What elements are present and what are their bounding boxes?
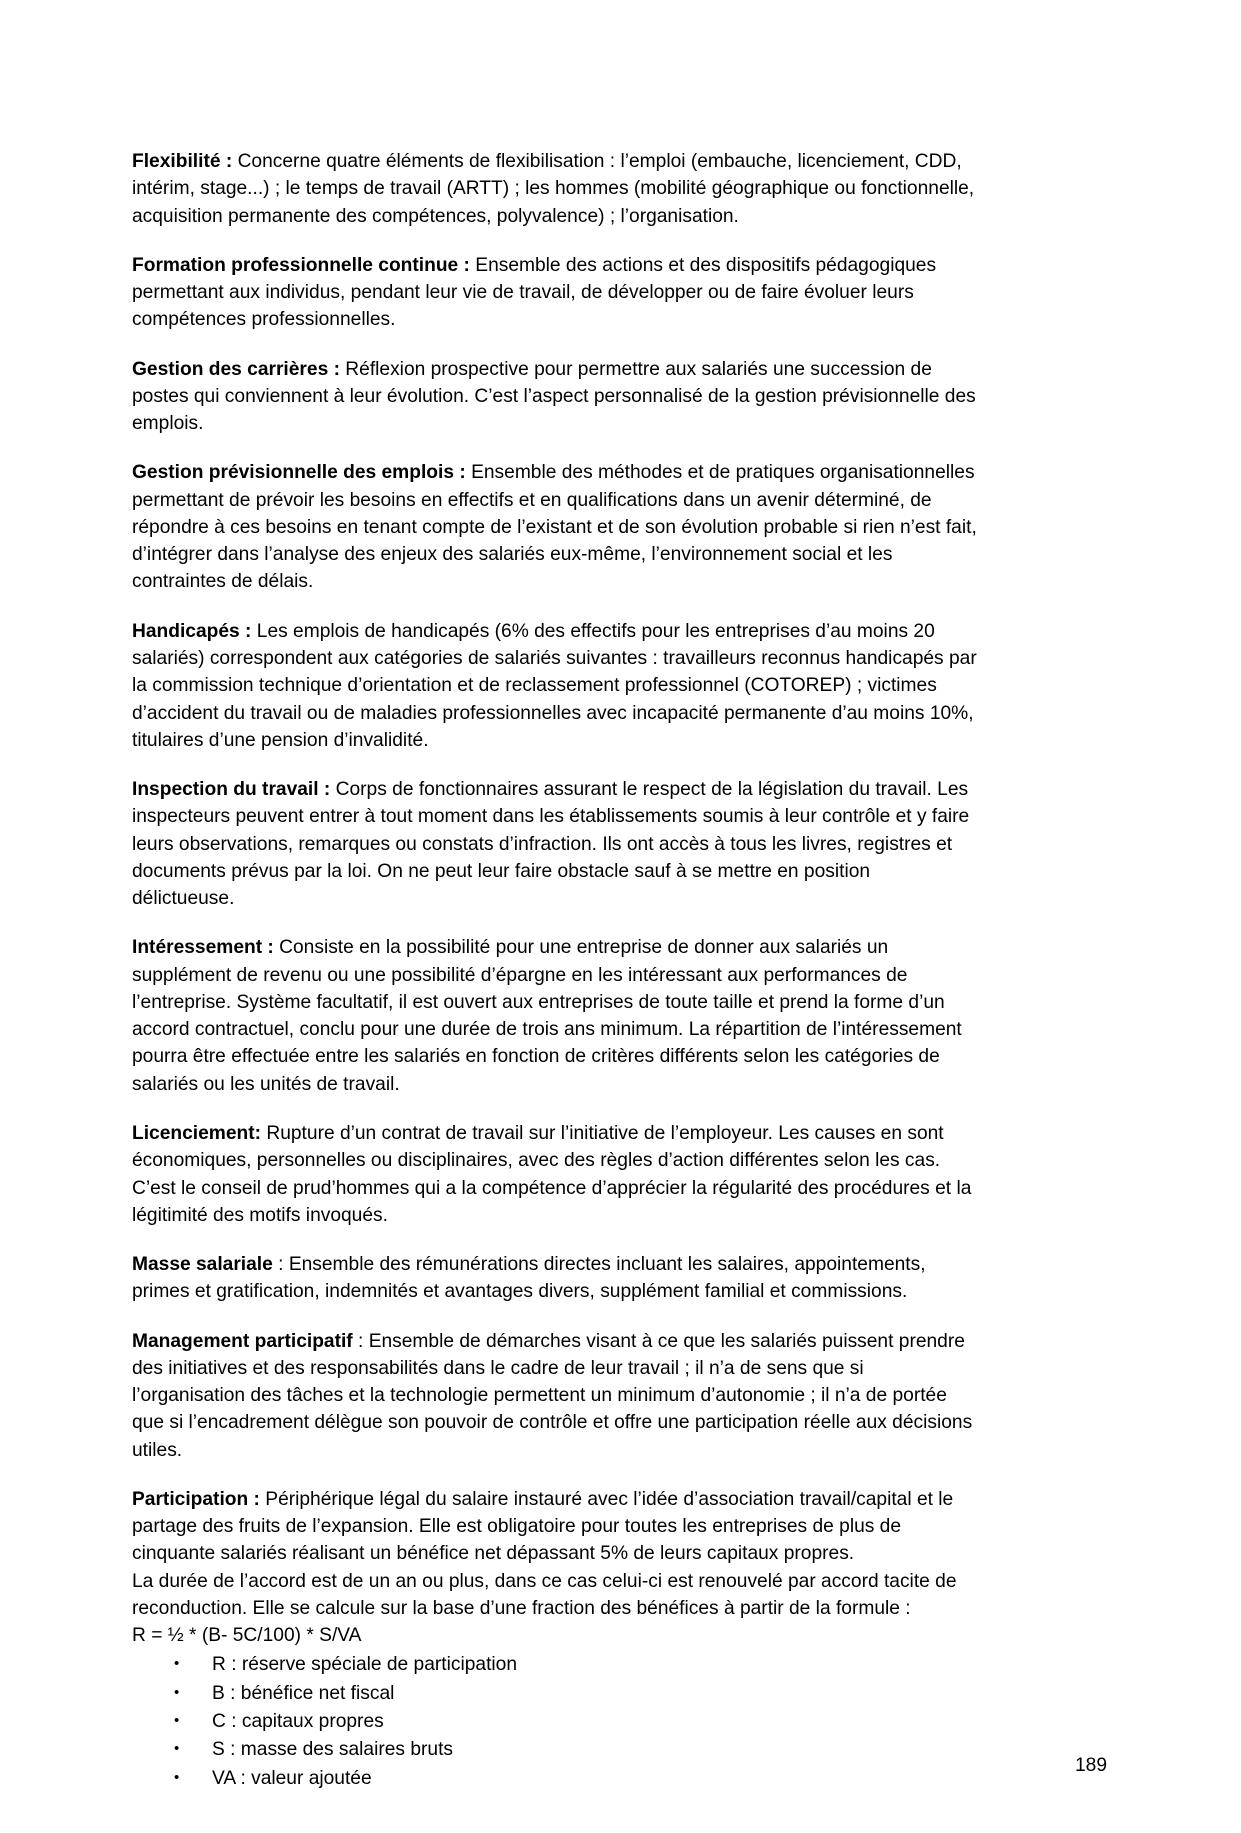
page-number: 189 [1074, 1754, 1107, 1776]
list-item-label: C : capitaux propres [212, 1711, 384, 1733]
glossary-entry [132, 934, 977, 1098]
glossary-term: Formation professionnelle continue : [132, 254, 470, 276]
glossary-term: Licenciement: [132, 1122, 262, 1144]
glossary-term: Handicapés : [132, 620, 252, 642]
glossary-definition: Consiste en la possibilité pour une entreprise de donner aux salariés un supplément de revenu ou une possibilité d’épargne en les intéressant aux performances de l’entreprise. Système facultatif, il est ouvert aux entreprises de toute taille et prend la forme d’un accord contractuel, conclu pour une durée de trois ans minimum. La répartition de l’intéressement pourra être effectuée entre les salariés en fonction de critères différents selon les catégories de salariés ou les unités de travail. [132, 937, 962, 1095]
glossary-entry [132, 618, 977, 754]
glossary-entry [132, 459, 977, 595]
glossary-entry [132, 356, 977, 438]
glossary-definition: Périphérique légal du salaire instauré avec l’idée d’association travail/capital et le partage des fruits de l’expansion. Elle est obligatoire pour toutes les entreprises de plus de cinquante salariés réalisant un bénéfice net dépassant 5% de leurs capitaux propres. [132, 1488, 954, 1565]
glossary-entry [132, 1120, 977, 1229]
glossary-term: Intéressement : [132, 937, 274, 959]
list-item [174, 1651, 977, 1678]
list-item-label: R : réserve spéciale de participation [212, 1654, 518, 1676]
list-item [174, 1736, 977, 1763]
glossary-term: Gestion prévisionnelle des emplois : [132, 462, 466, 484]
glossary-definition: Concerne quatre éléments de flexibilisation : l’emploi (embauche, licenciement, CDD, intérim, stage...) ; le temps de travail (ARTT) ; les hommes (mobilité géographique ou fonctionnelle, acquisition permanente des compétences, polyvalence) ; l’organisation. [132, 151, 975, 227]
glossary-definition: Réflexion prospective pour permettre aux salariés une succession de postes qui conviennent à leur évolution. C’est l’aspect personnalisé de la gestion prévisionnelle des emplois. [132, 358, 976, 435]
list-item-label: S : masse des salaires bruts [212, 1739, 454, 1761]
glossary-definition: : Ensemble des rémunérations directes incluant les salaires, appointements, primes et gratification, indemnités et avantages divers, supplément familial et commissions. [132, 1254, 926, 1303]
bullet-icon: • [174, 1655, 180, 1673]
glossary-term: Flexibilité : [132, 151, 233, 172]
glossary-entry [132, 148, 977, 230]
bullet-icon: • [174, 1768, 180, 1786]
glossary-entry [132, 776, 977, 912]
list-item [174, 1765, 977, 1792]
bullet-icon: • [174, 1712, 180, 1730]
glossary-term: Participation : [132, 1488, 260, 1510]
list-item [174, 1680, 977, 1707]
glossary-entry-participation [132, 1486, 977, 1650]
glossary-term: Masse salariale [132, 1254, 273, 1276]
glossary-definition: Rupture d’un contrat de travail sur l’initiative de l’employeur. Les causes en sont économiques, personnelles ou disciplinaires, avec des règles d’action différentes selon les cas. C’est le conseil de prud’hommes qui a la compétence d’apprécier la régularité des procédures et la légitimité des motifs invoqués. [132, 1122, 972, 1226]
glossary-definition: : Ensemble de démarches visant à ce que les salariés puissent prendre des initiatives et des responsabilités dans le cadre de leur travail ; il n’a de sens que si l’organisation des tâches et la technologie permettent un minimum d’autonomie ; il n’a de portée que si l’encadrement délègue son pouvoir de contrôle et offre une participation réelle aux décisions utiles. [132, 1330, 973, 1461]
glossary-term: Management participatif [132, 1330, 353, 1352]
list-item-label: B : bénéfice net fiscal [212, 1682, 395, 1704]
bullet-icon: • [174, 1683, 180, 1701]
glossary-term: Inspection du travail : [132, 779, 331, 801]
glossary-term: Gestion des carrières : [132, 358, 340, 380]
participation-formula: R = ½ * (B- 5C/100) * S/VA [132, 1625, 362, 1647]
glossary-definition: Ensemble des méthodes et de pratiques organisationnelles permettant de prévoir les besoins en effectifs et en qualifications dans un avenir déterminé, de répondre à ces besoins en tenant compte de l’existant et de son évolution probable si rien n’est fait, d’intégrer dans l’analyse des enjeux des salariés eux-même, l’environnement social et les contraintes de délais. [132, 462, 977, 593]
glossary-definition: Corps de fonctionnaires assurant le respect de la législation du travail. Les inspecteurs peuvent entrer à tout moment dans les établissements soumis à leur contrôle et y faire leurs observations, remarques ou constats d’infraction. Ils ont accès à tous les livres, registres et documents prévus par la loi. On ne peut leur faire obstacle sauf à se mettre en position délictueuse. [132, 779, 970, 910]
glossary-entry [132, 252, 977, 334]
document-body [132, 148, 977, 1792]
participation-paragraph-2: La durée de l’accord est de un an ou plus, dans ce cas celui-ci est renouvelé par accord tacite de reconduction. Elle se calcule sur la base d’une fraction des bénéfices à partir de la formule : [132, 1570, 957, 1619]
list-item [174, 1708, 977, 1735]
glossary-definition: Les emplois de handicapés (6% des effectifs pour les entreprises d’au moins 20 salariés) correspondent aux catégories de salariés suivantes : travailleurs reconnus handicapés par la commission technique d’orientation et de reclassement professionnel (COTOREP) ; victimes d’accident du travail ou de maladies professionnelles avec incapacité permanente d’au moins 10%, titulaires d’une pension d’invalidité. [132, 620, 977, 751]
bullet-icon: • [174, 1740, 180, 1758]
glossary-definition: Ensemble des actions et des dispositifs pédagogiques permettant aux individus, pendant leur vie de travail, de développer ou de faire évoluer leurs compétences professionnelles. [132, 254, 937, 331]
list-item-label: VA : valeur ajoutée [212, 1767, 372, 1789]
glossary-entry [132, 1251, 977, 1306]
glossary-entry [132, 1328, 977, 1464]
participation-variable-list [132, 1651, 977, 1791]
